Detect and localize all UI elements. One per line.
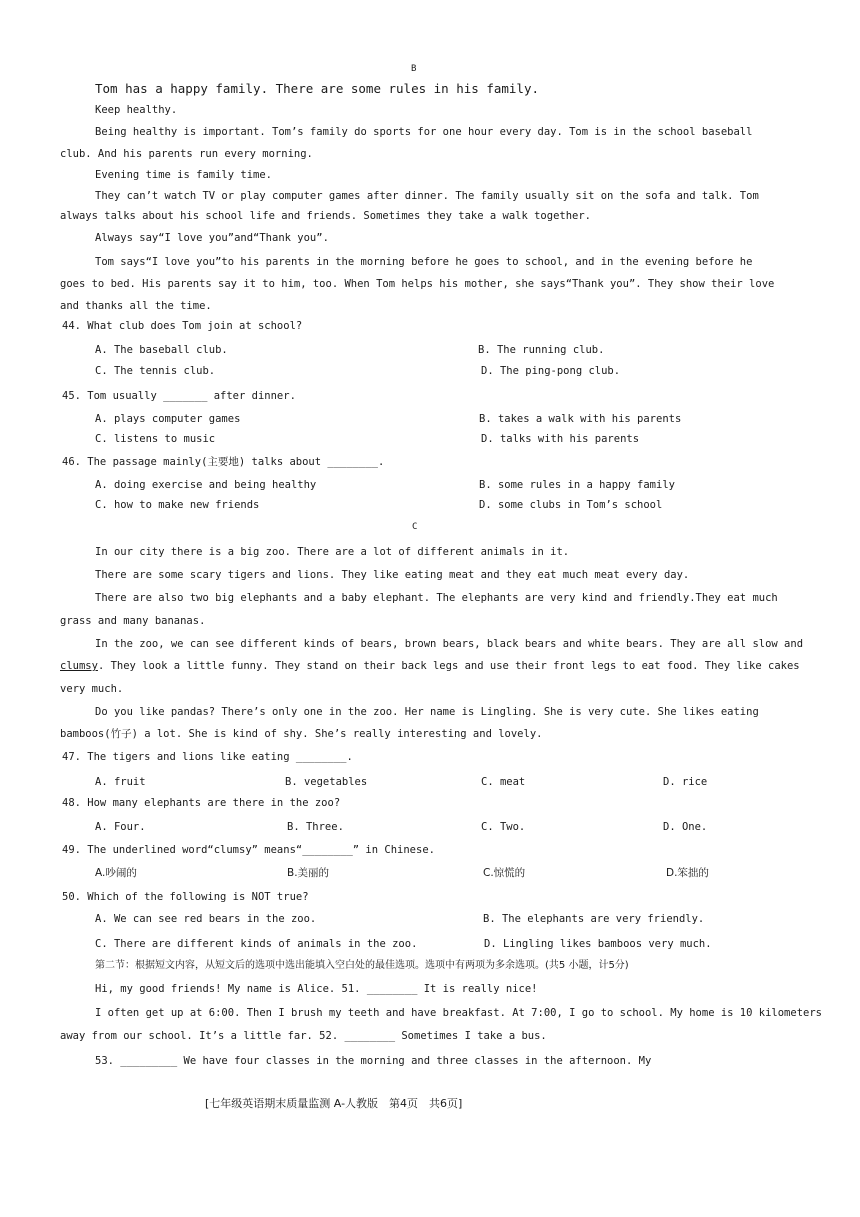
option-d: D. The ping-pong club.: [481, 365, 621, 377]
option-a: A.吵闹的: [95, 867, 137, 879]
passage-c-line: bamboos(竹子) a lot. She is kind of shy. She’s really interesting and lovely.: [60, 728, 543, 740]
option-b: B. some rules in a happy family: [479, 479, 675, 491]
option-a: A. fruit: [95, 776, 146, 788]
part2-line: 53. _________ We have four classes in the morning and three classes in the afternoon. My: [95, 1055, 652, 1067]
passage-b-line: Keep healthy.: [95, 104, 178, 116]
option-c: C. how to make new friends: [95, 499, 260, 511]
passage-b-line: Always say“I love you”and“Thank you”.: [95, 232, 329, 244]
passage-b-intro: Tom has a happy family. There are some rules in his family.: [95, 81, 540, 96]
option-d: D. some clubs in Tom’s school: [479, 499, 663, 511]
option-a: A. plays computer games: [95, 413, 241, 425]
option-d: D. rice: [663, 776, 708, 788]
option-b: B.美丽的: [287, 867, 330, 879]
option-a: A. The baseball club.: [95, 344, 228, 356]
option-d: D. One.: [663, 821, 708, 833]
passage-b-line: Being healthy is important. Tom’s family do sports for one hour every day. Tom is in the school baseball: [95, 126, 753, 138]
option-b: B. Three.: [287, 821, 344, 833]
passage-c-line-rest: . They look a little funny. They stand on their back legs and use their front legs to eat food. They like cakes: [97, 660, 800, 672]
option-d: D. talks with his parents: [481, 433, 640, 445]
passage-b-line: always talks about his school life and friends. Sometimes they take a walk together.: [60, 210, 592, 222]
question-stem-44: 44. What club does Tom join at school?: [62, 320, 303, 332]
option-b: B. The running club.: [478, 344, 605, 356]
passage-c-line: In the zoo, we can see different kinds of bears, brown bears, black bears and white bears. They are all slow and: [95, 638, 804, 650]
passage-c-line: In our city there is a big zoo. There are a lot of different animals in it.: [95, 546, 570, 558]
option-a: A. doing exercise and being healthy: [95, 479, 317, 491]
part2-line: Hi, my good friends! My name is Alice. 51. ________ It is really nice!: [95, 983, 538, 995]
option-a: A. Four.: [95, 821, 146, 833]
option-b: B. takes a walk with his parents: [479, 413, 682, 425]
option-c: C. The tennis club.: [95, 365, 216, 377]
question-stem-49: 49. The underlined word“clumsy” means“________” in Chinese.: [62, 844, 435, 856]
passage-b-line: Evening time is family time.: [95, 169, 273, 181]
part2-line: away from our school. It’s a little far. 52. ________ Sometimes I take a bus.: [60, 1030, 547, 1042]
section-label-b: B: [411, 64, 417, 74]
passage-b-line: They can’t watch TV or play computer games after dinner. The family usually sit on the sofa and talk. Tom: [95, 190, 759, 202]
underlined-word-clumsy: clumsy: [60, 660, 98, 672]
passage-b-line: Tom says“I love you”to his parents in the morning before he goes to school, and in the evening before he: [95, 256, 753, 268]
passage-b-line: and thanks all the time.: [60, 300, 212, 312]
option-b: B. The elephants are very friendly.: [483, 913, 705, 925]
option-c: C.惊慌的: [483, 867, 526, 879]
question-stem-50: 50. Which of the following is NOT true?: [62, 891, 309, 903]
passage-c-line: Do you like pandas? There’s only one in the zoo. Her name is Lingling. She is very cute. She likes eating: [95, 706, 759, 718]
option-c: C. meat: [481, 776, 526, 788]
question-stem-46: 46. The passage mainly(主要地) talks about ________.: [62, 456, 385, 468]
option-a: A. We can see red bears in the zoo.: [95, 913, 317, 925]
part2-instruction: 第二节：根据短文内容，从短文后的选项中选出能填入空白处的最佳选项。选项中有两项为多余选项。(共5 小题，计5分): [95, 960, 629, 971]
passage-c-line: grass and many bananas.: [60, 615, 206, 627]
passage-c-line-with-underline: [60, 659, 800, 673]
option-c: C. listens to music: [95, 433, 216, 445]
option-d: D. Lingling likes bamboos very much.: [484, 938, 712, 950]
passage-b-line: goes to bed. His parents say it to him, too. When Tom helps his mother, she says“Thank you”. They show their love: [60, 278, 775, 290]
question-stem-45: 45. Tom usually _______ after dinner.: [62, 390, 296, 402]
passage-c-line: There are also two big elephants and a baby elephant. The elephants are very kind and friendly.They eat much: [95, 592, 778, 604]
section-label-c: C: [412, 522, 418, 532]
passage-b-line: club. And his parents run every morning.: [60, 148, 313, 160]
option-c: C. Two.: [481, 821, 526, 833]
question-stem-48: 48. How many elephants are there in the zoo?: [62, 797, 341, 809]
page-footer: [七年级英语期末质量监测 A-人教版 第4页 共6页]: [205, 1097, 463, 1110]
passage-c-line: very much.: [60, 683, 124, 695]
option-d: D.笨拙的: [666, 867, 709, 879]
option-b: B. vegetables: [285, 776, 368, 788]
option-c: C. There are different kinds of animals in the zoo.: [95, 938, 418, 950]
passage-c-line: There are some scary tigers and lions. They like eating meat and they eat much meat every day.: [95, 569, 690, 581]
question-stem-47: 47. The tigers and lions like eating ________.: [62, 751, 353, 763]
part2-line: I often get up at 6:00. Then I brush my teeth and have breakfast. At 7:00, I go to school. My home is 10 kilometers: [95, 1007, 822, 1019]
